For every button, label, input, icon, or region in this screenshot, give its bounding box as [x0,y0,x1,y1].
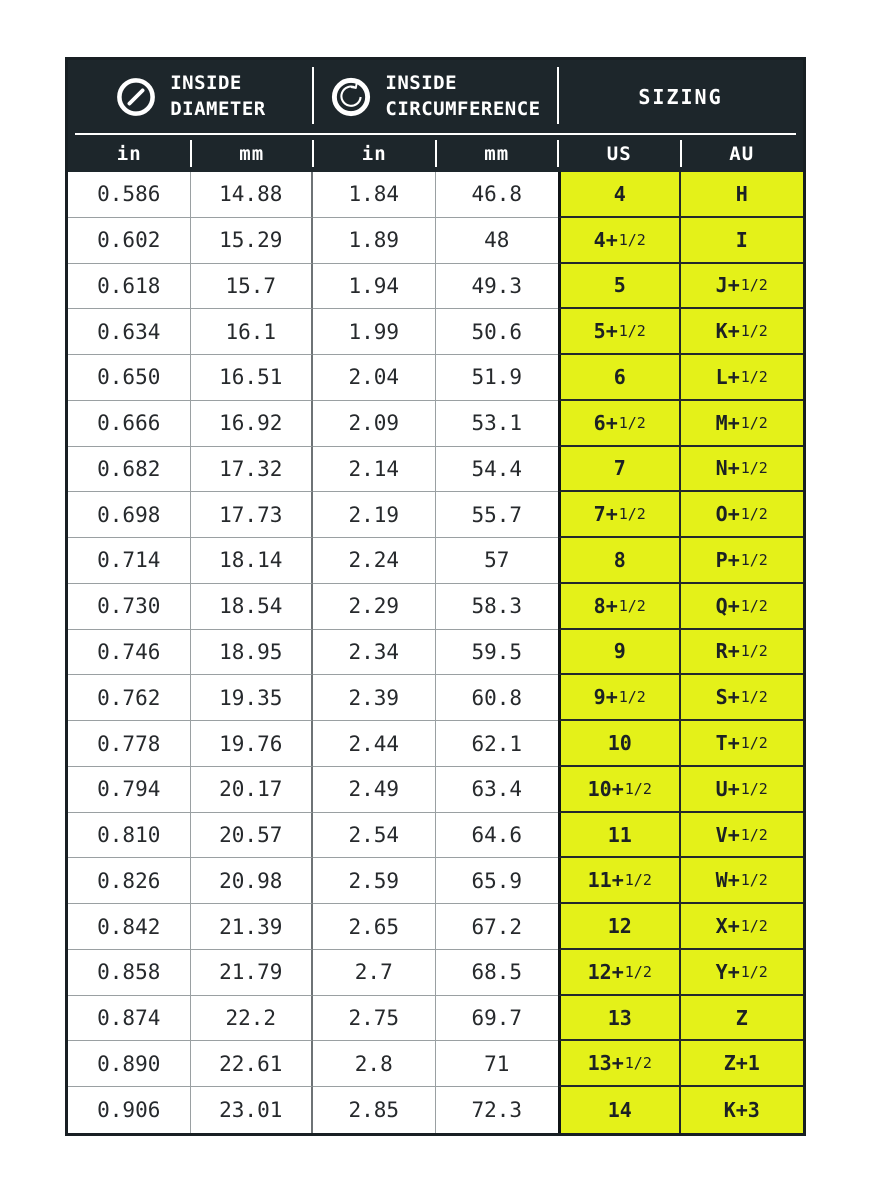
us-size-cell: 10+ 1/2 [558,767,681,813]
header-group-sizing [558,60,803,133]
us-size-cell: 7+ 1/2 [558,492,681,538]
table-row [68,996,803,1042]
measurement-cell: 22.61 [191,1041,314,1087]
au-size-cell: L+ 1/2 [681,355,804,401]
measurement-cell: 0.858 [68,950,191,996]
measurement-cell: 1.84 [313,172,436,218]
measurement-cell: 1.99 [313,309,436,355]
table-row [68,721,803,767]
measurement-cell: 0.906 [68,1087,191,1133]
us-size-cell: 8 [558,538,681,584]
measurement-cell: 68.5 [436,950,559,996]
au-size-cell: P+ 1/2 [681,538,804,584]
measurement-cell: 0.778 [68,721,191,767]
us-size-cell: 8+ 1/2 [558,584,681,630]
measurement-cell: 62.1 [436,721,559,767]
measurement-cell: 2.09 [313,401,436,447]
column-header-row [68,135,803,172]
measurement-cell: 72.3 [436,1087,559,1133]
us-size-cell: 9+ 1/2 [558,675,681,721]
us-size-cell: 7 [558,447,681,493]
au-size-cell: X+ 1/2 [681,904,804,950]
measurement-cell: 0.634 [68,309,191,355]
table-row [68,538,803,584]
measurement-cell: 2.75 [313,996,436,1042]
measurement-cell: 2.39 [313,675,436,721]
measurement-cell: 2.59 [313,858,436,904]
column-header-diameter-mm: mm [191,135,314,172]
au-size-cell: I [681,218,804,264]
measurement-cell: 65.9 [436,858,559,904]
measurement-cell: 49.3 [436,264,559,310]
measurement-cell: 0.746 [68,630,191,676]
measurement-cell: 20.17 [191,767,314,813]
us-size-cell: 13 [558,996,681,1042]
measurement-cell: 2.7 [313,950,436,996]
measurement-cell: 0.842 [68,904,191,950]
header-line: CIRCUMFERENCE [385,97,541,120]
measurement-cell: 18.54 [191,584,314,630]
measurement-cell: 21.79 [191,950,314,996]
measurement-cell: 17.73 [191,492,314,538]
measurement-cell: 18.95 [191,630,314,676]
measurement-cell: 0.810 [68,813,191,859]
measurement-cell: 18.14 [191,538,314,584]
us-size-cell: 4+ 1/2 [558,218,681,264]
measurement-cell: 2.8 [313,1041,436,1087]
measurement-cell: 57 [436,538,559,584]
measurement-cell: 23.01 [191,1087,314,1133]
au-size-cell: K+ 1/2 [681,309,804,355]
au-size-cell: V+ 1/2 [681,813,804,859]
table-row [68,264,803,310]
table-row [68,630,803,676]
column-header-circumference-in: in [313,135,436,172]
measurement-cell: 16.51 [191,355,314,401]
measurement-cell: 54.4 [436,447,559,493]
header-group-label [170,71,266,121]
measurement-cell: 2.04 [313,355,436,401]
measurement-cell: 0.874 [68,996,191,1042]
measurement-cell: 0.650 [68,355,191,401]
measurement-cell: 0.762 [68,675,191,721]
measurement-cell: 69.7 [436,996,559,1042]
au-size-cell: S+ 1/2 [681,675,804,721]
ring-size-conversion-table [65,57,806,1136]
us-size-cell: 5+ 1/2 [558,309,681,355]
column-header-au: AU [729,142,755,165]
measurement-cell: 0.730 [68,584,191,630]
table-row [68,1041,803,1087]
measurement-cell: 2.65 [313,904,436,950]
us-size-cell: 6 [558,355,681,401]
us-size-cell: 11 [558,813,681,859]
us-size-cell: 13+ 1/2 [558,1041,681,1087]
column-header-diameter-in: in [68,135,191,172]
au-size-cell: N+ 1/2 [681,447,804,493]
us-size-cell: 14 [558,1087,681,1133]
measurement-cell: 2.24 [313,538,436,584]
table-row [68,904,803,950]
table-header [68,60,803,172]
us-size-cell: 12+ 1/2 [558,950,681,996]
measurement-cell: 1.94 [313,264,436,310]
measurement-cell: 2.49 [313,767,436,813]
measurement-cell: 22.2 [191,996,314,1042]
header-group-inside-circumference [313,60,558,133]
us-size-cell: 12 [558,904,681,950]
au-size-cell: Q+ 1/2 [681,584,804,630]
measurement-cell: 0.682 [68,447,191,493]
table-row [68,218,803,264]
measurement-cell: 64.6 [436,813,559,859]
header-group-label [385,71,540,121]
measurement-cell: 53.1 [436,401,559,447]
us-size-cell: 6+ 1/2 [558,401,681,447]
measurement-cell: 0.618 [68,264,191,310]
au-size-cell: Z+1 [681,1041,804,1087]
us-size-cell: 9 [558,630,681,676]
table-row [68,675,803,721]
measurement-cell: 2.19 [313,492,436,538]
header-line: INSIDE [385,72,458,95]
us-size-cell: 11+ 1/2 [558,858,681,904]
measurement-cell: 1.89 [313,218,436,264]
measurement-cell: 19.35 [191,675,314,721]
measurement-cell: 67.2 [436,904,559,950]
circumference-icon [330,76,372,118]
table-row [68,492,803,538]
measurement-cell: 2.14 [313,447,436,493]
header-group-inside-diameter [68,60,313,133]
measurement-cell: 20.57 [191,813,314,859]
measurement-cell: 19.76 [191,721,314,767]
au-size-cell: U+ 1/2 [681,767,804,813]
table-row [68,401,803,447]
header-group-label: SIZING [638,84,723,109]
measurement-cell: 0.890 [68,1041,191,1087]
us-size-cell: 5 [558,264,681,310]
column-header-circumference-mm: mm [436,135,559,172]
au-size-cell: W+ 1/2 [681,858,804,904]
measurement-cell: 71 [436,1041,559,1087]
measurement-cell: 58.3 [436,584,559,630]
measurement-cell: 21.39 [191,904,314,950]
header-line: DIAMETER [170,97,266,120]
table-row [68,172,803,218]
table-row [68,1087,803,1133]
measurement-cell: 0.666 [68,401,191,447]
measurement-cell: 20.98 [191,858,314,904]
measurement-cell: 55.7 [436,492,559,538]
measurement-cell: 60.8 [436,675,559,721]
column-header-us: US [558,135,681,172]
measurement-cell: 16.92 [191,401,314,447]
measurement-cell: 17.32 [191,447,314,493]
measurement-cell: 15.29 [191,218,314,264]
au-size-cell: T+ 1/2 [681,721,804,767]
measurement-cell: 48 [436,218,559,264]
table-row [68,950,803,996]
measurement-cell: 0.698 [68,492,191,538]
table-row [68,447,803,493]
header-line: INSIDE [170,72,242,95]
au-size-cell: J+ 1/2 [681,264,804,310]
us-size-cell: 10 [558,721,681,767]
measurement-cell: 2.34 [313,630,436,676]
measurement-cell: 2.85 [313,1087,436,1133]
measurement-cell: 14.88 [191,172,314,218]
au-size-cell: O+ 1/2 [681,492,804,538]
diameter-icon [115,76,157,118]
measurement-cell: 63.4 [436,767,559,813]
table-body [68,172,803,1133]
measurement-cell: 0.826 [68,858,191,904]
measurement-cell: 59.5 [436,630,559,676]
measurement-cell: 0.586 [68,172,191,218]
au-size-cell: M+ 1/2 [681,401,804,447]
measurement-cell: 50.6 [436,309,559,355]
table-row [68,309,803,355]
us-size-cell: 4 [558,172,681,218]
au-size-cell: Y+ 1/2 [681,950,804,996]
measurement-cell: 46.8 [436,172,559,218]
au-size-cell: H [681,172,804,218]
table-row [68,767,803,813]
measurement-cell: 0.602 [68,218,191,264]
measurement-cell: 15.7 [191,264,314,310]
table-row [68,584,803,630]
measurement-cell: 16.1 [191,309,314,355]
measurement-cell: 2.54 [313,813,436,859]
measurement-cell: 2.44 [313,721,436,767]
measurement-cell: 0.794 [68,767,191,813]
au-size-cell: K+3 [681,1087,804,1133]
table-row [68,355,803,401]
table-row [68,858,803,904]
table-row [68,813,803,859]
au-size-cell: Z [681,996,804,1042]
header-group-row [68,60,803,133]
measurement-cell: 51.9 [436,355,559,401]
measurement-cell: 0.714 [68,538,191,584]
au-size-cell: R+ 1/2 [681,630,804,676]
measurement-cell: 2.29 [313,584,436,630]
